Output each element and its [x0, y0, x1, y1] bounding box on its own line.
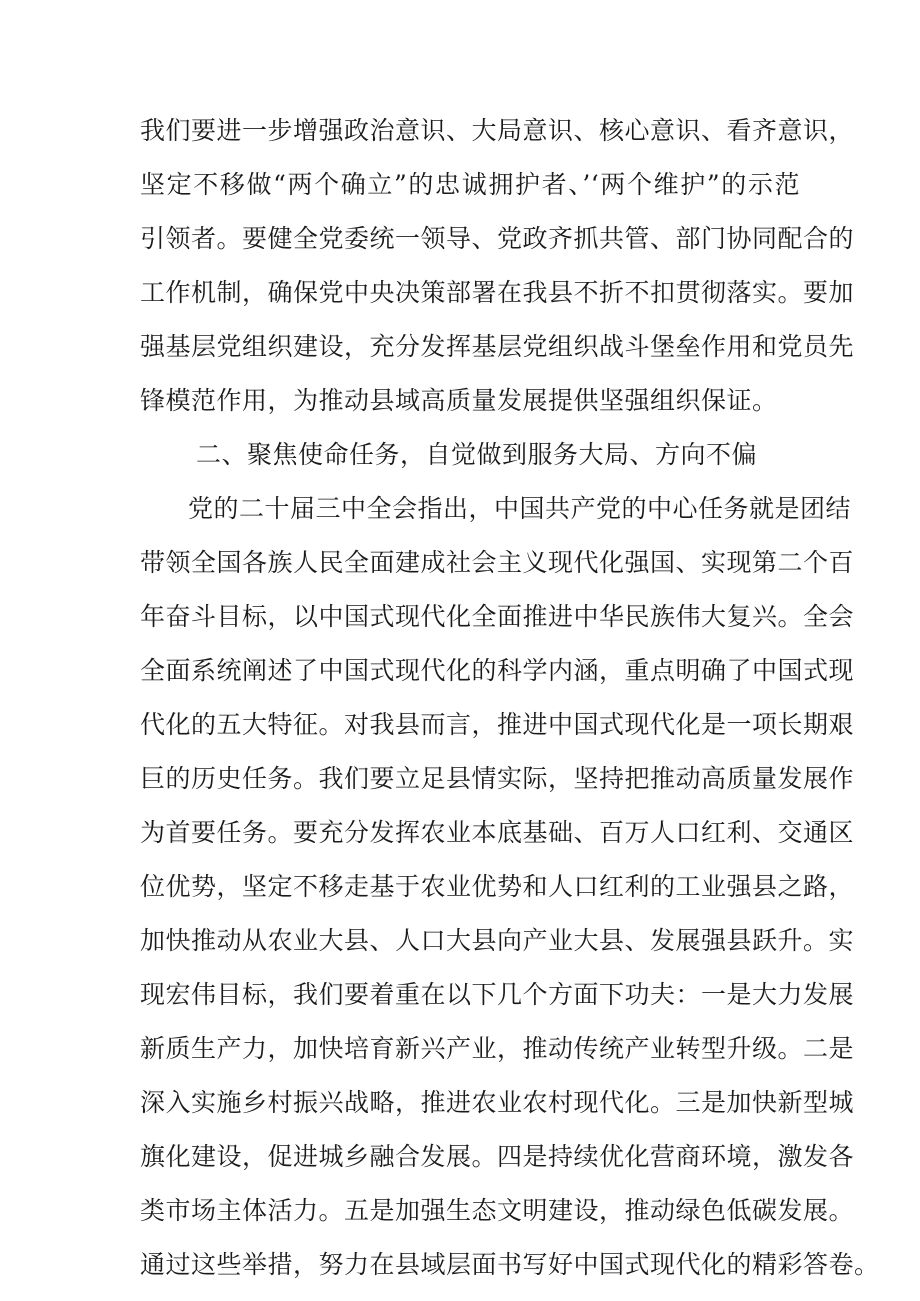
text-line: 类市场主体活力。五是加强生态文明建设，推动绿色低碳发展。	[140, 1196, 855, 1225]
text-line: 引领者。要健全党委统一领导、党政齐抓共管、部门协同配合的	[140, 224, 855, 253]
text-line: 巨的历史任务。我们要立足县情实际，坚持把推动高质量发展作	[140, 764, 855, 793]
text-line: 位优势，坚定不移走基于农业优势和人口红利的工业强县之路，	[140, 872, 855, 901]
text-line: 工作机制，确保党中央决策部署在我县不折不扣贯彻落实。要加	[140, 278, 855, 307]
text-line: 现宏伟目标，我们要着重在以下几个方面下功夫：一是大力发展	[140, 980, 855, 1009]
text-line: 代化的五大特征。对我县而言，推进中国式现代化是一项长期艰	[140, 710, 855, 739]
text-line: 党的二十届三中全会指出，中国共产党的中心任务就是团结	[188, 494, 852, 523]
text-line: 强基层党组织建设，充分发挥基层党组织战斗堡垒作用和党员先	[140, 332, 855, 361]
text-line: 深入实施乡村振兴战略，推进农业农村现代化。三是加快新型城	[140, 1088, 855, 1117]
text-line: 锋模范作用，为推动县域高质量发展提供坚强组织保证。	[140, 386, 778, 415]
text-line: 旗化建设，促进城乡融合发展。四是持续优化营商环境，激发各	[140, 1142, 855, 1171]
text-line: 加快推动从农业大县、人口大县向产业大县、发展强县跃升。实	[140, 926, 855, 955]
text-line: 我们要进一步增强政治意识、大局意识、核心意识、看齐意识，	[140, 116, 855, 145]
text-line: 坚定不移做“两个确立”的忠诚拥护者、’‘两个维护”的示范	[140, 170, 800, 199]
text-line: 为首要任务。要充分发挥农业本底基础、百万人口红利、交通区	[140, 818, 855, 847]
section-heading: 二、聚焦使命任务，自觉做到服务大局、方向不偏	[196, 440, 758, 469]
text-line: 新质生产力，加快培育新兴产业，推动传统产业转型升级。二是	[140, 1034, 855, 1063]
text-line: 全面系统阐述了中国式现代化的科学内涵，重点明确了中国式现	[140, 656, 855, 685]
text-line: 带领全国各族人民全面建成社会主义现代化强国、实现第二个百	[140, 548, 855, 577]
text-line: 通过这些举措，努力在县域层面书写好中国式现代化的精彩答卷。	[140, 1250, 880, 1279]
document-body	[140, 104, 880, 1292]
text-line: 年奋斗目标，以中国式现代化全面推进中华民族伟大复兴。全会	[140, 602, 855, 631]
